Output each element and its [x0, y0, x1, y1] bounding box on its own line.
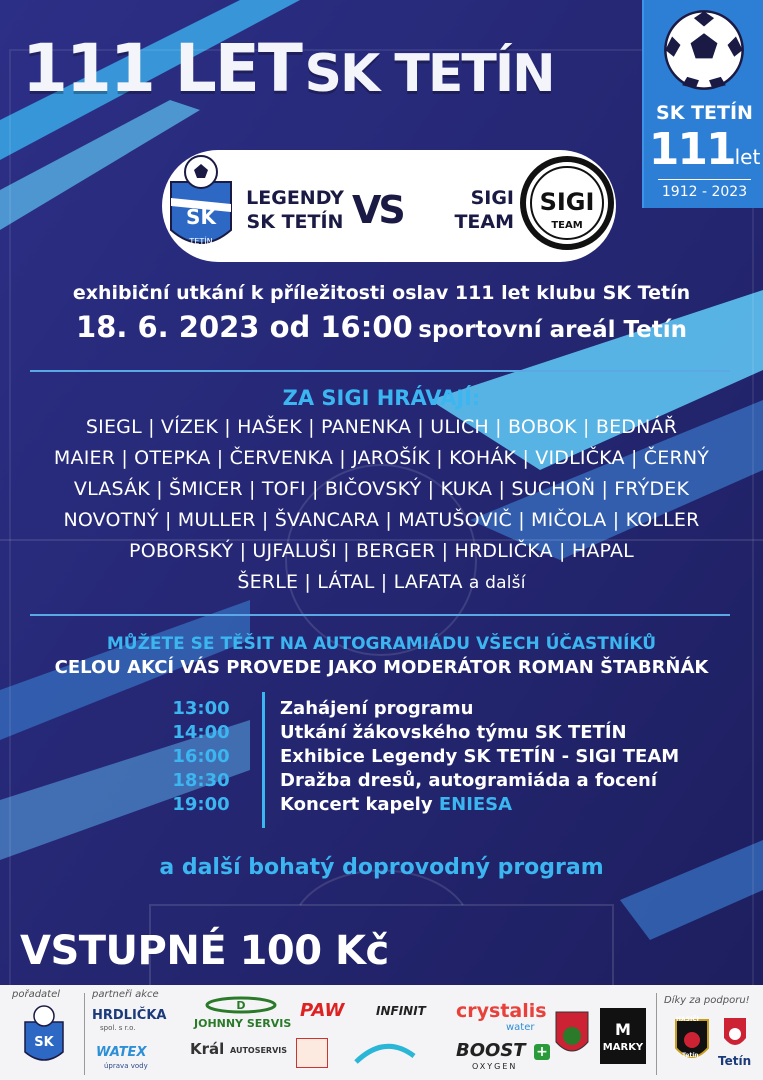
sponsor-tetin: Tetín	[718, 1054, 752, 1068]
sponsor-hasici: HASIČI	[676, 1016, 699, 1023]
football-icon	[662, 8, 746, 92]
anniversary-badge	[642, 0, 763, 208]
sponsor-hrdlicka	[92, 1008, 166, 1023]
sigi-team-logo-icon	[520, 156, 614, 250]
svg-text:SIGI: SIGI	[539, 188, 595, 216]
sponsor-marky: MARKY	[602, 1042, 644, 1053]
thanks-label: Díky za podporu!	[664, 995, 750, 1006]
moderator-note: CELOU AKCÍ VÁS PROVEDE JAKO MODERÁTOR ROMAN ŠTABRŇÁK	[54, 657, 709, 678]
badge-divider	[658, 179, 751, 180]
sponsor-boost-sub: OXYGEN	[472, 1062, 518, 1071]
plus-icon: +	[534, 1044, 550, 1060]
sponsor-watex: WATEX	[96, 1045, 147, 1060]
band-name: ENIESA	[438, 794, 513, 815]
ts-logo-icon	[296, 1038, 328, 1068]
entry-fee: VSTUPNÉ 100 Kč	[20, 928, 389, 974]
svg-text:TEAM: TEAM	[551, 220, 583, 231]
svg-text:TETÍN: TETÍN	[189, 237, 213, 246]
players-row: SIEGL | VÍZEK | HAŠEK | PANENKA | ULICH | BOBOK | BEDNÁŘ	[85, 416, 678, 438]
badge-dates: 1912 - 2023	[661, 184, 748, 200]
schedule-event: Exhibice Legendy SK TETÍN - SIGI TEAM	[280, 746, 680, 767]
m-icon: M	[615, 1020, 631, 1039]
event-place: sportovní areál Tetín	[418, 317, 687, 343]
players-row: MAIER | OTEPKA | ČERVENKA | JAROŠÍK | KOHÁK | VIDLIČKA | ČERNÝ	[53, 447, 710, 469]
lwk-logo-icon	[352, 1038, 418, 1068]
event-date: 18. 6. 2023 od 16:00	[76, 310, 413, 344]
sponsor-hrdlicka-text: HRDLIČKA	[92, 1008, 167, 1023]
sponsor-crystalis: crystalis	[456, 1000, 547, 1022]
players-row: POBORSKÝ | UJFALUŠI | BERGER | HRDLIČKA | HAPAL	[129, 540, 634, 562]
title-big: 111 LET	[22, 30, 301, 107]
sponsor-watex-sub: úprava vody	[104, 1062, 148, 1070]
autograph-note: MŮŽETE SE TĚŠIT NA AUTOGRAMIÁDU VŠECH ÚČASTNÍKŮ	[106, 634, 657, 654]
team-a-line-1: LEGENDY	[246, 187, 344, 209]
players-row-last	[20, 571, 743, 593]
badge-unit: let	[734, 145, 761, 169]
sponsor-boost: BOOST	[456, 1040, 526, 1061]
team-b-name	[430, 186, 514, 234]
johnny-servis-logo-icon	[205, 996, 277, 1014]
event-date-place	[0, 310, 763, 344]
players-last-names: ŠERLE | LÁTAL | LAFATA	[237, 571, 463, 593]
sponsor-johnny-servis: JOHNNY SERVIS	[194, 1017, 292, 1030]
players-row: VLASÁK | ŠMICER | TOFI | BIČOVSKÝ | KUKA | SUCHOŇ | FRÝDEK	[73, 478, 690, 500]
sponsor-kral: Král	[190, 1040, 225, 1058]
schedule-time: 13:00	[172, 698, 230, 719]
schedule-time: 18:30	[172, 770, 230, 791]
schedule-time: 14:00	[172, 722, 230, 743]
schedule-time: 19:00	[172, 794, 230, 815]
schedule-time: 16:00	[172, 746, 230, 767]
page-title	[22, 30, 554, 110]
players-row: NOVOTNÝ | MULLER | ŠVANCARA | MATUŠOVIČ | MIČOLA | KOLLER	[63, 509, 700, 531]
svg-text:SK: SK	[186, 205, 216, 229]
schedule-event-concert	[280, 794, 750, 815]
footer-separator	[84, 993, 85, 1075]
footer-separator	[656, 993, 657, 1075]
team-a-line-2: SK TETÍN	[246, 211, 344, 233]
players-heading: ZA SIGI HRÁVAJÍ:	[282, 386, 481, 410]
badge-years-count	[644, 124, 763, 175]
schedule-divider	[262, 692, 265, 828]
svg-text:D: D	[236, 999, 246, 1012]
event-subtitle: exhibiční utkání k příležitosti oslav 111 let klubu SK Tetín	[72, 282, 691, 304]
schedule-event: Dražba dresů, autogramiáda a focení	[280, 770, 658, 791]
badge-club: SK TETÍN	[656, 102, 753, 124]
schedule-event: Zahájení programu	[280, 698, 474, 719]
sponsor-marky-box	[600, 1008, 646, 1064]
sponsor-kral-sub: AUTOSERVIS	[230, 1046, 288, 1055]
team-b-line-2: TEAM	[454, 211, 514, 233]
organizer-label: pořadatel	[12, 989, 61, 1000]
team-b-line-1: SIGI	[470, 187, 514, 209]
organizer-crest-text: SK	[34, 1035, 54, 1050]
sk-tetin-crest-icon	[166, 152, 236, 260]
badge-number: 111	[648, 124, 735, 175]
divider-1	[30, 370, 730, 372]
title-small: SK TETÍN	[304, 44, 554, 104]
schedule-event: Utkání žákovského týmu SK TETÍN	[280, 722, 627, 743]
sponsor-hrdlicka-sub: spol. s r.o.	[100, 1024, 136, 1032]
coat-of-arms-icon	[554, 1008, 590, 1062]
tetin-coat-icon	[722, 1016, 748, 1052]
sponsor-infinit: INFINIT	[376, 1004, 426, 1018]
versus-label: VS	[352, 188, 403, 232]
sponsor-paw: PAW	[300, 1000, 345, 1021]
team-a-name	[240, 186, 350, 234]
more-program: a další bohatý doprovodný program	[159, 855, 604, 880]
divider-2	[30, 614, 730, 616]
sponsor-hasici-sub: Tetín	[682, 1052, 699, 1059]
schedule-event-text: Koncert kapely	[280, 794, 439, 815]
partners-label: partneři akce	[92, 989, 159, 1000]
players-and-more: a další	[468, 573, 526, 593]
organizer-crest-icon	[22, 1004, 66, 1070]
sponsor-crystalis-sub: water	[506, 1022, 535, 1033]
